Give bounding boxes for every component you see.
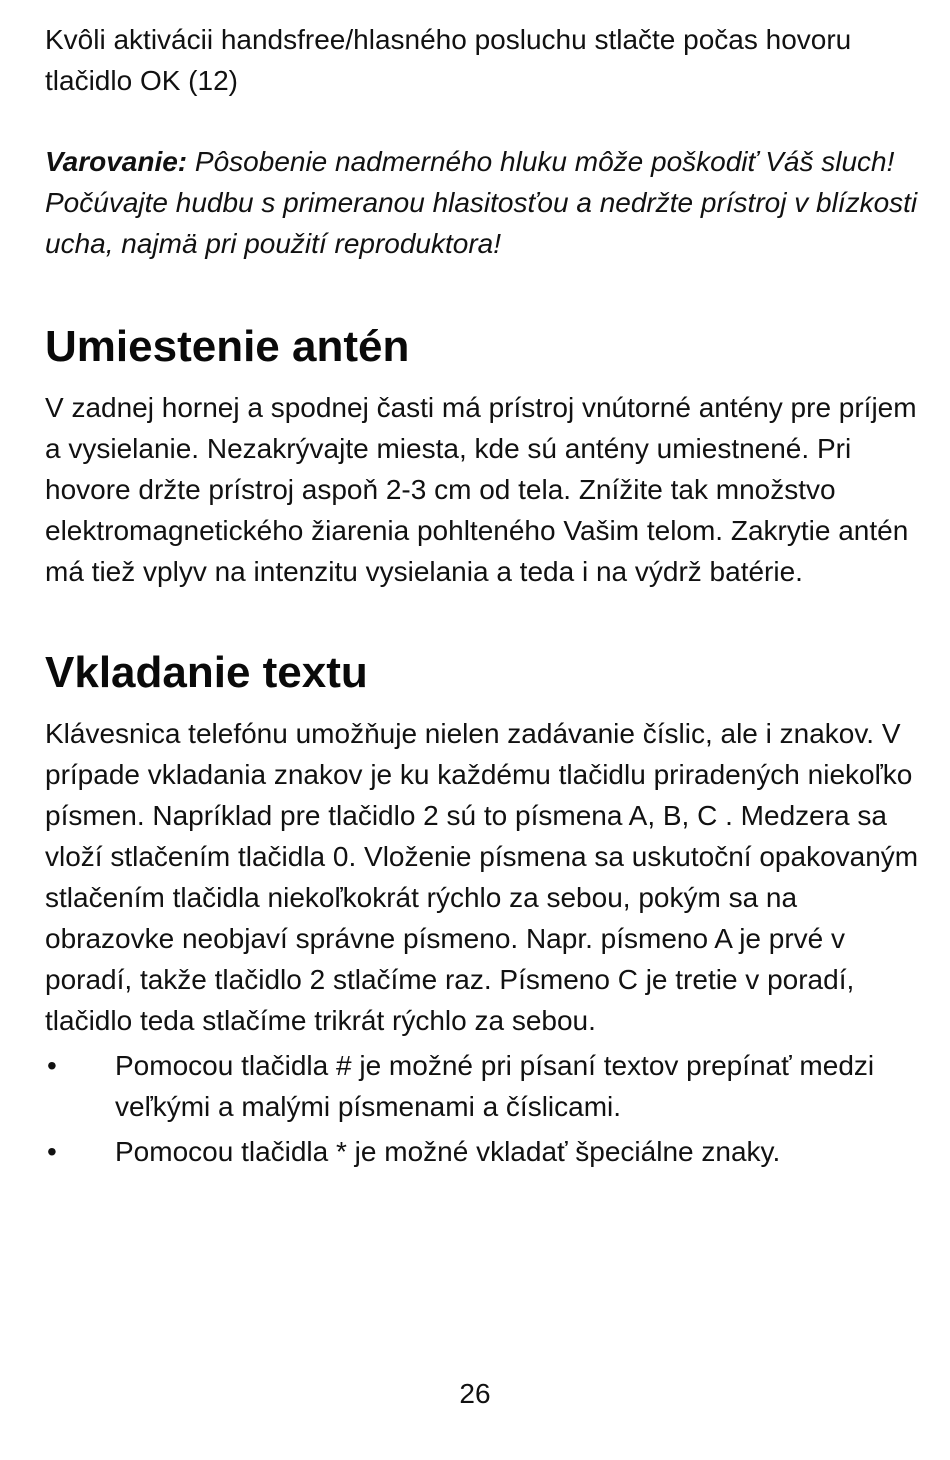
page-number: 26: [459, 1378, 491, 1409]
list-item: [45, 1131, 925, 1172]
section-heading-antennas: Umiestenie antén: [45, 322, 410, 371]
warning-label: Varovanie:: [45, 146, 188, 177]
intro-paragraph: Kvôli aktivácii handsfree/hlasného posluchu stlačte počas hovoru tlačidlo OK (12): [45, 24, 852, 96]
bullet-marker: •: [47, 1136, 57, 1167]
bullet-text: Pomocou tlačidla * je možné vkladať špeciálne znaky.: [115, 1136, 781, 1167]
manual-page: [45, 19, 925, 1172]
text-input-paragraph: Klávesnica telefónu umožňuje nielen zadávanie číslic, ale i znakov. V prípade vkladania znakov je ku každému tlačidlu priradených niekoľko písmen. Napríklad pre tlačidlo 2 sú to písmena A, B, C . Medzera sa vloží stlačením tlačidla 0. Vloženie písmena sa uskutoční opakovaným stlačením tlačidla niekoľkokrát rýchlo za sebou, pokým sa na obrazovke neobjaví správne písmeno. Napr. písmeno A je prvé v poradí, takže tlačidlo 2 stlačíme raz. Písmeno C je tretie v poradí, tlačidlo teda stlačíme trikrát rýchlo za sebou.: [45, 718, 919, 1036]
bullet-text: Pomocou tlačidla # je možné pri písaní textov prepínať medzi veľkými a malými písmenami a číslicami.: [115, 1050, 875, 1122]
warning-paragraph: [45, 141, 925, 264]
bullet-marker: •: [47, 1050, 57, 1081]
list-item: [45, 1045, 925, 1127]
text-input-bullet-list: [45, 1045, 925, 1172]
antennas-paragraph: V zadnej hornej a spodnej časti má prístroj vnútorné antény pre príjem a vysielanie. Nezakrývajte miesta, kde sú antény umiestnené. Pri hovore držte prístroj aspoň 2-3 cm od tela. Znížite tak množstvo elektromagnetického žiarenia pohlteného Vašim telom. Zakrytie antén má tiež vplyv na intenzitu vysielania a teda i na výdrž batérie.: [45, 392, 917, 587]
section-heading-text-input: Vkladanie textu: [45, 648, 368, 697]
warning-text: Pôsobenie nadmerného hluku môže poškodiť Váš sluch! Počúvajte hudbu s primeranou hlasitosťou a nedržte prístroj v blízkosti ucha, najmä pri použití reproduktora!: [45, 146, 918, 259]
